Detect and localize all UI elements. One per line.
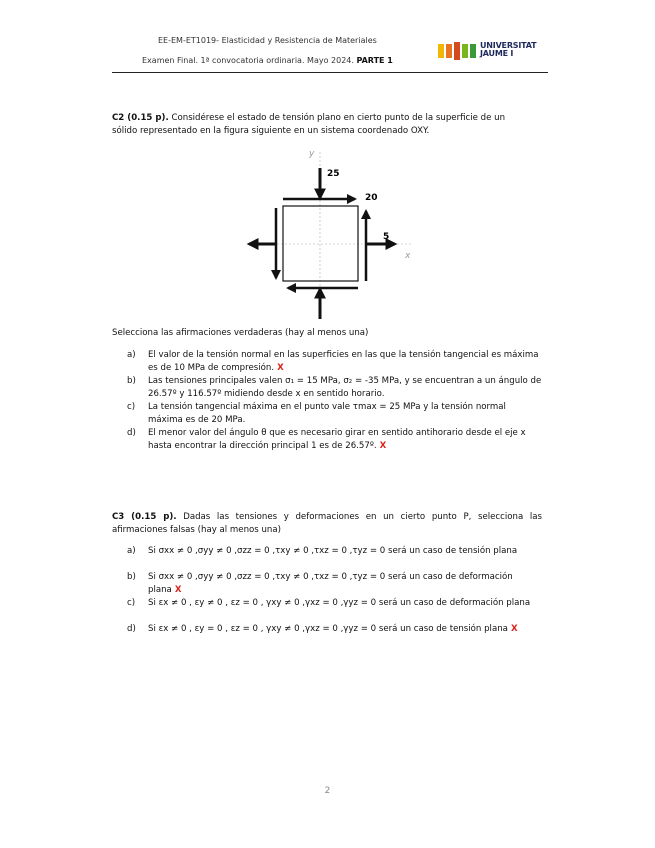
page-number: 2 — [324, 786, 331, 796]
normal-stress-right-label: 5 — [383, 232, 390, 242]
wrong-mark-icon: X — [174, 584, 182, 595]
option-text: La tensión tangencial máxima en el punto vale τmax = 25 MPa y la tensión normal máxima es de 20 MPa. — [148, 402, 506, 425]
y-axis-label: y — [309, 149, 315, 159]
option-letter: a) — [127, 350, 136, 360]
option-text: Si σxx ≠ 0 ,σyy ≠ 0 ,σzz = 0 ,τxy ≠ 0 ,τxz = 0 ,τyz = 0 será un caso de tensión plana — [148, 546, 518, 556]
university-logo — [438, 40, 548, 62]
shear-stress-label: 20 — [365, 193, 378, 203]
option-text: El menor valor del ángulo θ que es necesario girar en sentido antihorario desde el eje x hasta encontrar la dirección principal 1 es de 26.57º. — [148, 428, 526, 451]
wrong-mark-icon: X — [379, 440, 387, 451]
c3-option-a[interactable] — [127, 545, 543, 571]
stress-element-square — [283, 206, 358, 281]
option-text: El valor de la tensión normal en las superficies en las que la tensión tangencial es máxima es de 10 MPa de compresión. — [148, 350, 539, 373]
exam-label: Examen Final. 1ª convocatoria ordinaria. Mayo 2024. — [142, 56, 354, 65]
c2-option-a[interactable] — [127, 349, 543, 374]
c3-option-c[interactable] — [127, 597, 543, 623]
exam-part: PARTE 1 — [356, 56, 393, 65]
option-text: Si εx ≠ 0 , εy ≠ 0 , εz = 0 , γxy ≠ 0 ,γxz = 0 ,γyz = 0 será un caso de deformación plana — [148, 598, 531, 608]
c3-statement: Dadas las tensiones y deformaciones en un cierto punto P, selecciona las afirmaciones falsas (hay al menos una) — [112, 512, 543, 535]
option-text: Si σxx ≠ 0 ,σyy ≠ 0 ,σzz = 0 ,τxy ≠ 0 ,τxz = 0 ,τyz = 0 será un caso de deformación plana — [148, 572, 513, 595]
logo-line-2: JAUME I — [480, 49, 514, 58]
c2-instructions: Selecciona las afirmaciones verdaderas (hay al menos una) — [112, 328, 369, 338]
exam-title — [142, 56, 393, 65]
x-axis-label: x — [405, 251, 411, 261]
header-divider — [112, 72, 548, 73]
option-letter: c) — [127, 598, 136, 608]
c2-options — [127, 349, 543, 453]
option-letter: d) — [127, 428, 136, 438]
c3-options — [127, 545, 543, 649]
c2-label: C2 (0.15 p). — [112, 113, 169, 123]
c3-option-d[interactable] — [127, 623, 543, 649]
c3-option-b[interactable] — [127, 571, 543, 597]
stress-element-diagram — [243, 144, 423, 324]
c2-option-d[interactable] — [127, 427, 543, 452]
option-letter: d) — [127, 624, 136, 634]
option-letter: b) — [127, 376, 136, 386]
page-header — [112, 36, 548, 74]
option-text: Las tensiones principales valen σ₁ = 15 MPa, σ₂ = -35 MPa, y se encuentran a un ángulo de 26.57º y 116.57º midiendo desde x en sentido horario. — [148, 376, 542, 399]
question-c2 — [112, 112, 532, 137]
c3-label: C3 (0.15 p). — [112, 512, 177, 522]
logo-line-1: UNIVERSITAT — [480, 41, 537, 50]
question-c3 — [112, 511, 542, 536]
wrong-mark-icon: X — [510, 624, 518, 634]
course-title: EE-EM-ET1019- Elasticidad y Resistencia de Materiales — [158, 36, 377, 45]
c2-option-c[interactable] — [127, 401, 543, 426]
c2-statement: Considérese el estado de tensión plano en cierto punto de la superficie de un sólido representado en la figura siguiente en un sistema coordenado OXY. — [112, 113, 506, 136]
option-letter: c) — [127, 402, 136, 412]
option-letter: a) — [127, 546, 136, 556]
logo-text — [480, 42, 536, 58]
option-letter: b) — [127, 572, 136, 582]
normal-stress-top-label: 25 — [327, 169, 340, 179]
c2-option-b[interactable] — [127, 375, 543, 400]
option-text: Si εx ≠ 0 , εy = 0 , εz = 0 , γxy ≠ 0 ,γxz = 0 ,γyz = 0 será un caso de tensión plana — [148, 624, 508, 634]
wrong-mark-icon: X — [277, 362, 284, 373]
uji-logo-icon — [438, 42, 476, 60]
